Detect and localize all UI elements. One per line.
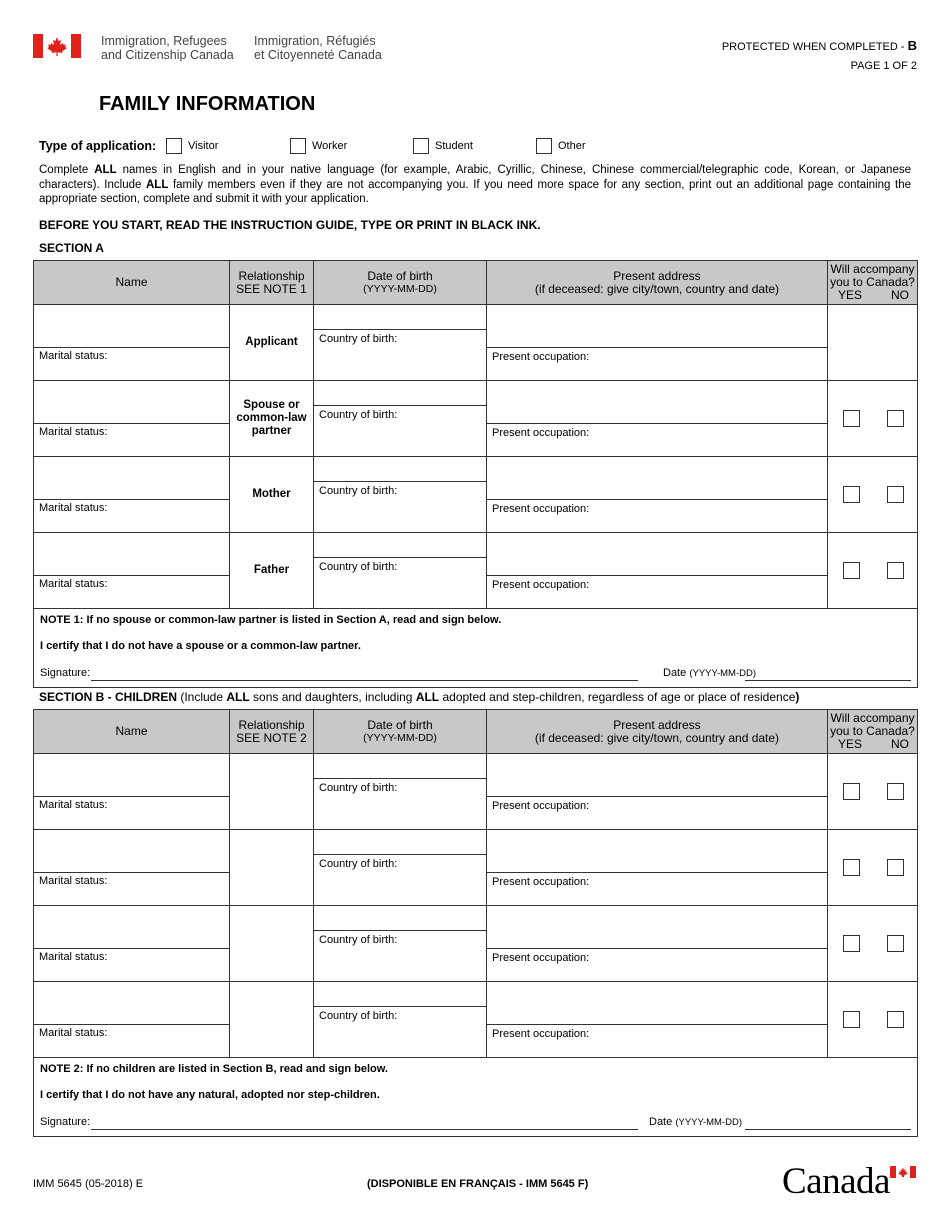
col-name: Name: [34, 710, 230, 754]
accompany-yes-checkbox[interactable]: [843, 410, 860, 427]
before-you-start: BEFORE YOU START, READ THE INSTRUCTION GUIDE, TYPE OR PRINT IN BLACK INK.: [39, 218, 541, 232]
accompany-cell: [828, 533, 918, 609]
occupation-field[interactable]: [487, 873, 827, 905]
name-input[interactable]: [34, 982, 229, 1025]
dob-input[interactable]: [314, 830, 486, 855]
col-name: Name: [34, 261, 230, 305]
name-cell[interactable]: [34, 830, 230, 906]
no-label: NO: [891, 288, 909, 302]
visitor-label: Visitor: [188, 140, 219, 152]
marital-status-field[interactable]: [34, 500, 229, 532]
address-label: Present address: [613, 717, 701, 732]
col-relationship: [230, 261, 314, 305]
note-2-box: [34, 1058, 917, 1136]
country-of-birth-field[interactable]: [314, 558, 486, 608]
name-input[interactable]: [34, 830, 229, 873]
name-cell[interactable]: [34, 754, 230, 830]
dob-input[interactable]: [314, 982, 486, 1007]
col-accompany: [828, 710, 918, 754]
name-input[interactable]: [34, 457, 229, 500]
col-dob: [314, 710, 487, 754]
instr-text: Complete: [39, 164, 95, 176]
table-row: [34, 533, 918, 609]
date-word: Date: [649, 1116, 673, 1128]
country-of-birth-label: Country of birth:: [319, 409, 398, 421]
dob-input[interactable]: [314, 381, 486, 406]
instr-emph: ALL: [94, 164, 117, 176]
address-cell[interactable]: [487, 906, 828, 982]
instr-text: names in English and in your native language (for example, Arabic, Cyrillic, Chinese, Chinese commercial/telegraphic code, Korean, or Japanese characters). Include: [39, 164, 911, 191]
dept-en-line1: Immigration, Refugees: [101, 34, 227, 48]
relationship-spouse: Spouse or common-law partner: [230, 381, 314, 457]
option-student[interactable]: [413, 138, 473, 154]
accompany-yes-checkbox[interactable]: [843, 1011, 860, 1028]
dob-cell[interactable]: [314, 754, 487, 830]
accompany-no-checkbox[interactable]: [887, 935, 904, 952]
country-of-birth-field[interactable]: [314, 779, 486, 829]
occupation-label: Present occupation:: [492, 876, 590, 888]
address-input[interactable]: [487, 457, 827, 500]
section-b-table: [33, 709, 918, 1137]
occupation-field[interactable]: [487, 797, 827, 829]
accompany-no-checkbox[interactable]: [887, 562, 904, 579]
occupation-label: Present occupation:: [492, 503, 590, 515]
section-b-emph: ALL: [226, 690, 250, 704]
marital-status-label: Marital status:: [39, 426, 108, 438]
accompany-yes-checkbox[interactable]: [843, 859, 860, 876]
note-1-cell: [34, 609, 918, 688]
certify-no-children: I certify that I do not have any natural, adopted nor step-children.: [40, 1089, 380, 1101]
other-checkbox[interactable]: [536, 138, 552, 154]
dob-cell[interactable]: [314, 830, 487, 906]
country-of-birth-field[interactable]: [314, 931, 486, 981]
dob-cell[interactable]: [314, 906, 487, 982]
date-line[interactable]: [745, 680, 911, 681]
country-of-birth-field[interactable]: [314, 1007, 486, 1057]
protected-text: PROTECTED WHEN COMPLETED -: [721, 41, 908, 53]
marital-status-label: Marital status:: [39, 350, 108, 362]
country-of-birth-field[interactable]: [314, 855, 486, 905]
relationship-label: Relationship: [238, 268, 305, 283]
dob-label: Date of birth: [367, 268, 433, 283]
dob-cell[interactable]: [314, 982, 487, 1058]
section-b-text: sons and daughters, including: [249, 690, 416, 704]
protected-label: [722, 38, 917, 53]
student-checkbox[interactable]: [413, 138, 429, 154]
section-b-heading: SECTION B - CHILDREN: [39, 690, 177, 704]
country-of-birth-label: Country of birth:: [319, 858, 398, 870]
dob-input[interactable]: [314, 305, 486, 330]
name-cell[interactable]: [34, 381, 230, 457]
occupation-field[interactable]: [487, 1025, 827, 1057]
relationship-input[interactable]: [230, 982, 314, 1058]
country-of-birth-field[interactable]: [314, 482, 486, 532]
section-b-emph: ALL: [415, 690, 440, 704]
table-row: [34, 906, 918, 982]
marital-status-field[interactable]: [34, 576, 229, 608]
french-availability: (DISPONIBLE EN FRANÇAIS - IMM 5645 F): [367, 1178, 589, 1190]
marital-status-label: Marital status:: [39, 799, 108, 811]
relationship-mother: Mother: [230, 457, 314, 533]
country-of-birth-label: Country of birth:: [319, 934, 398, 946]
occupation-label: Present occupation:: [492, 351, 590, 363]
accompany-cell: [828, 457, 918, 533]
address-input[interactable]: [487, 305, 827, 348]
address-sub: (if deceased: give city/town, country and date): [534, 281, 780, 296]
occupation-label: Present occupation:: [492, 800, 590, 812]
no-label: NO: [891, 737, 909, 751]
application-type-label: Type of application:: [39, 139, 157, 153]
address-cell[interactable]: [487, 754, 828, 830]
occupation-field[interactable]: [487, 949, 827, 981]
table-row: [34, 830, 918, 906]
see-note-2: SEE NOTE 2: [236, 730, 307, 745]
dept-en-line2: and Citizenship Canada: [101, 48, 234, 62]
country-of-birth-label: Country of birth:: [319, 1010, 398, 1022]
page-number: PAGE 1 OF 2: [850, 60, 917, 72]
other-label: Other: [558, 140, 586, 152]
canada-wordmark-text: Canada: [782, 1161, 890, 1202]
country-of-birth-label: Country of birth:: [319, 485, 398, 497]
relationship-input[interactable]: [230, 830, 314, 906]
name-input[interactable]: [34, 906, 229, 949]
worker-checkbox[interactable]: [290, 138, 306, 154]
accompany-line1: Will accompany: [830, 711, 915, 725]
accompany-no-checkbox[interactable]: [887, 486, 904, 503]
name-cell[interactable]: [34, 305, 230, 381]
address-input[interactable]: [487, 381, 827, 424]
accompany-no-checkbox[interactable]: [887, 410, 904, 427]
marital-status-field[interactable]: [34, 1025, 229, 1057]
worker-label: Worker: [312, 140, 348, 152]
student-label: Student: [435, 140, 473, 152]
instr-text: family members even if they are not accompanying you. If you need more space for any section, print out an additional page containing the appropriate section, complete and submit it with your application.: [39, 178, 911, 205]
occupation-field[interactable]: [487, 500, 827, 532]
dob-format: (YYYY-MM-DD): [363, 282, 437, 295]
marital-status-field[interactable]: [34, 873, 229, 905]
dob-input[interactable]: [314, 754, 486, 779]
occupation-label: Present occupation:: [492, 1028, 590, 1040]
note-1-box: [34, 609, 917, 687]
protected-grade: B: [907, 38, 917, 53]
occupation-label: Present occupation:: [492, 427, 590, 439]
department-name-french: [254, 34, 382, 62]
table-row: [34, 305, 918, 381]
address-input[interactable]: [487, 830, 827, 873]
address-input[interactable]: [487, 982, 827, 1025]
address-cell[interactable]: [487, 830, 828, 906]
name-input[interactable]: [34, 381, 229, 424]
maple-leaf-icon: [45, 36, 69, 56]
col-dob: [314, 261, 487, 305]
section-a-table: [33, 260, 918, 688]
relationship-label: Relationship: [238, 717, 305, 732]
relationship-input[interactable]: [230, 906, 314, 982]
date-format: (YYYY-MM-DD): [675, 1117, 742, 1128]
country-of-birth-field[interactable]: [314, 330, 486, 380]
option-visitor[interactable]: [166, 138, 218, 154]
date-word: Date: [663, 667, 687, 679]
accompany-yes-checkbox[interactable]: [843, 562, 860, 579]
address-input[interactable]: [487, 533, 827, 576]
accompany-line2: you to Canada?: [830, 724, 915, 738]
department-name-english: [101, 34, 234, 62]
note-1-text: NOTE 1: If no spouse or common-law partner is listed in Section A, read and sign below.: [40, 614, 502, 626]
country-of-birth-field[interactable]: [314, 406, 486, 456]
accompany-cell: [828, 906, 918, 982]
address-cell[interactable]: [487, 982, 828, 1058]
address-input[interactable]: [487, 906, 827, 949]
section-b-text: (Include: [177, 690, 227, 704]
table-row: [34, 381, 918, 457]
canada-flag-logo: [33, 34, 81, 58]
marital-status-label: Marital status:: [39, 951, 108, 963]
wordmark-flag-icon: [890, 1166, 916, 1178]
accompany-yes-checkbox[interactable]: [843, 935, 860, 952]
address-sub: (if deceased: give city/town, country and date): [534, 730, 780, 745]
dob-cell[interactable]: [314, 533, 487, 609]
marital-status-label: Marital status:: [39, 875, 108, 887]
accompany-yes-checkbox[interactable]: [843, 783, 860, 800]
section-a-title: SECTION A: [39, 241, 104, 255]
accompany-cell-empty: [828, 305, 918, 381]
name-cell[interactable]: [34, 982, 230, 1058]
name-input[interactable]: [34, 754, 229, 797]
address-cell[interactable]: [487, 533, 828, 609]
dob-input[interactable]: [314, 457, 486, 482]
marital-status-field[interactable]: [34, 949, 229, 981]
note-2-row: [34, 1058, 918, 1137]
dob-input[interactable]: [314, 906, 486, 931]
dob-cell[interactable]: [314, 305, 487, 381]
address-label: Present address: [613, 268, 701, 283]
table-row: [34, 982, 918, 1058]
dob-input[interactable]: [314, 533, 486, 558]
marital-status-field[interactable]: [34, 424, 229, 456]
visitor-checkbox[interactable]: [166, 138, 182, 154]
country-of-birth-label: Country of birth:: [319, 782, 398, 794]
marital-status-field[interactable]: [34, 348, 229, 380]
note-2-text: NOTE 2: If no children are listed in Section B, read and sign below.: [40, 1063, 388, 1075]
certify-no-spouse: I certify that I do not have a spouse or a common-law partner.: [40, 640, 361, 652]
signature-line[interactable]: [91, 680, 638, 681]
yes-label: YES: [838, 288, 863, 302]
dob-label: Date of birth: [367, 717, 433, 732]
date-line[interactable]: [745, 1129, 911, 1130]
relationship-input[interactable]: [230, 754, 314, 830]
occupation-field[interactable]: [487, 348, 827, 380]
occupation-label: Present occupation:: [492, 579, 590, 591]
date-label: [649, 1116, 742, 1128]
accompany-yes-checkbox[interactable]: [843, 486, 860, 503]
accompany-no-checkbox[interactable]: [887, 783, 904, 800]
col-address: [487, 710, 828, 754]
dob-format: (YYYY-MM-DD): [363, 731, 437, 744]
dob-cell[interactable]: [314, 381, 487, 457]
signature-line[interactable]: [91, 1129, 638, 1130]
accompany-line2: you to Canada?: [830, 275, 915, 289]
occupation-field[interactable]: [487, 576, 827, 608]
section-b-title: [39, 690, 799, 704]
date-format: (YYYY-MM-DD): [689, 668, 756, 679]
name-cell[interactable]: [34, 457, 230, 533]
dept-fr-line1: Immigration, Réfugiés: [254, 34, 376, 48]
date-label: [663, 667, 756, 679]
note-1-row: [34, 609, 918, 688]
signature-label: Signature:: [40, 667, 91, 679]
see-note-1: SEE NOTE 1: [236, 281, 307, 296]
marital-status-field[interactable]: [34, 797, 229, 829]
col-relationship: [230, 710, 314, 754]
table-row: [34, 754, 918, 830]
option-worker[interactable]: [290, 138, 347, 154]
country-of-birth-label: Country of birth:: [319, 333, 398, 345]
name-input[interactable]: [34, 305, 229, 348]
country-of-birth-label: Country of birth:: [319, 561, 398, 573]
relationship-father: Father: [230, 533, 314, 609]
section-b-text: adopted and step-children, regardless of age or place of residence: [439, 690, 796, 704]
marital-status-label: Marital status:: [39, 1027, 108, 1039]
accompany-cell: [828, 982, 918, 1058]
col-address: [487, 261, 828, 305]
yes-label: YES: [838, 737, 863, 751]
address-input[interactable]: [487, 754, 827, 797]
accompany-no-checkbox[interactable]: [887, 859, 904, 876]
accompany-cell: [828, 381, 918, 457]
col-accompany: [828, 261, 918, 305]
canada-wordmark: [782, 1160, 917, 1204]
address-cell[interactable]: [487, 305, 828, 381]
name-cell[interactable]: [34, 906, 230, 982]
section-b-header-row: [34, 710, 918, 754]
address-cell[interactable]: [487, 381, 828, 457]
address-cell[interactable]: [487, 457, 828, 533]
accompany-line1: Will accompany: [830, 262, 915, 276]
occupation-field[interactable]: [487, 424, 827, 456]
name-input[interactable]: [34, 533, 229, 576]
option-other[interactable]: [536, 138, 586, 154]
occupation-label: Present occupation:: [492, 952, 590, 964]
relationship-applicant: Applicant: [230, 305, 314, 381]
section-a-header-row: [34, 261, 918, 305]
note-2-cell: [34, 1058, 918, 1137]
dept-fr-line2: et Citoyenneté Canada: [254, 48, 382, 62]
table-row: [34, 457, 918, 533]
accompany-cell: [828, 754, 918, 830]
name-cell[interactable]: [34, 533, 230, 609]
accompany-cell: [828, 830, 918, 906]
signature-label: Signature:: [40, 1116, 91, 1128]
instr-emph: ALL: [146, 178, 169, 191]
dob-cell[interactable]: [314, 457, 487, 533]
page-title: FAMILY INFORMATION: [99, 93, 316, 115]
accompany-no-checkbox[interactable]: [887, 1011, 904, 1028]
instructions-paragraph: [39, 163, 911, 207]
marital-status-label: Marital status:: [39, 502, 108, 514]
marital-status-label: Marital status:: [39, 578, 108, 590]
section-b-paren: ): [795, 690, 800, 704]
form-number: IMM 5645 (05-2018) E: [33, 1178, 144, 1190]
